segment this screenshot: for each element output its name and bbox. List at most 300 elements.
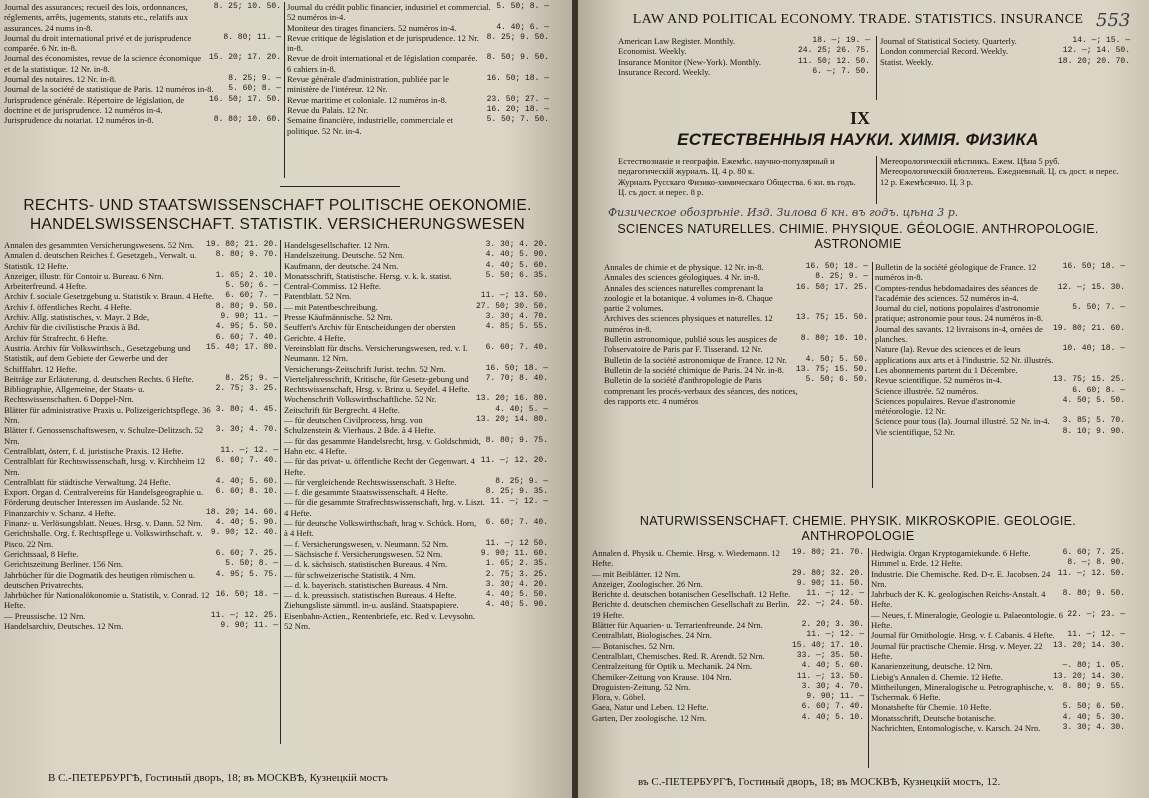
catalog-entry [287,23,549,33]
entry-price: 13. 20; 14. 30. [1052,640,1125,650]
catalog-entry [604,313,868,334]
catalog-entry [4,405,278,426]
catalog-entry [875,416,1125,426]
entry-price: 3. 80; 4. 45. [215,404,278,414]
entry-price: 16. 50; 18. — [215,590,278,600]
entry-title: Jurisprudence du notariat. 12 numéros in-8. [4,115,154,126]
entry-title: Export. Organ d. Centralvereins für Handelsgeographie u. Förderung deutscher Interessen im Auslande. 52 Nr. [4,487,204,508]
catalog-entry [875,303,1125,324]
entry-price: 4. 50; 5. 50. [1062,395,1125,405]
entry-title: Journal des économistes, revue de la science économique et de la statistique. 12 Nr. in-8. [4,53,202,74]
catalog-entry [618,67,870,77]
entry-title: Journal of Statistical Society. Quarterly. [880,36,1017,46]
catalog-entry [592,702,864,712]
entry-title: Blätter f. Genossenschaftswesen, v. Schulze-Delitzsch. 52 Nrn. [4,425,204,446]
entry-price: 8. 80; 10. 60. [213,115,281,125]
entry-title: Himmel u. Erde. 12 Hefte. [871,558,963,569]
entry-title: Nachrichten, Entomologische, v. Karsch. 24 Nrn. [871,723,1041,734]
right-footer: въ С.-ПЕТЕРБУРГѢ, Гостиный дворъ, 18; въ МОСКВѢ, Кузнецкій мостъ, 12. [638,776,1001,788]
catalog-entry [604,262,868,272]
entry-price: —. 80; 1. 05. [1062,661,1125,671]
entry-price: 5. 50; 7. — [1072,303,1125,313]
entry-title: Centralblatt für städtische Verwaltung. 24 Hefte. [4,476,171,487]
entry-title: Journal des notaires. 12 Nr. in-8. [4,74,117,85]
entry-title: Anzeiger, illustr. für Contoir u. Bureau. 6 Nrn. [4,270,164,281]
entry-price: 11. —; 12. — [806,630,864,640]
catalog-entry [618,57,870,67]
entry-title: Bulletin astronomique, publié sous les auspices de l'observatoire de Paris par F. Tisserand. 12 Nr. [604,334,778,355]
entry-price: 13. 75; 15. 25. [1052,375,1125,385]
entry-price: 15. 40; 17. 80. [205,342,278,352]
entry-title: — für vergleichende Rechtswissenschaft. 3 Hefte. [284,476,457,487]
catalog-entry [592,641,864,651]
entry-price: 27. 50; 30. 50. [475,301,548,311]
russian-col-a [618,156,870,197]
entry-title: Centralblatt, Biologisches. 24 Nrn. [592,630,712,641]
catalog-entry [592,589,864,599]
catalog-entry [592,672,864,682]
entry-price: 8. 10; 9. 90. [1062,426,1125,436]
left-col-b [284,240,548,631]
entry-title: Patentblatt. 52 Nrn. [284,291,352,302]
french-col-a [604,262,868,406]
entry-title: Archiv f. sociale Gesetzgebung u. Statistik v. Braun. 4 Hefte. [4,291,214,302]
entry-title: Journal du droit international privé et de jurisprudence comparée. 6 Nr. in-8. [4,32,192,54]
entry-price: 18. 20; 20. 70. [1057,56,1130,66]
catalog-entry [875,427,1125,437]
catalog-entry [604,365,868,375]
catalog-entry [871,548,1125,558]
entry-price: 8. 25; 9. — [495,476,548,486]
entry-title: Jahrbücher für Nationalökonomie u. Statistik, v. Conrad. 12 Hefte. [4,590,210,611]
catalog-entry [875,262,1125,283]
catalog-entry [284,374,548,395]
catalog-entry [4,374,278,384]
entry-title: Bulletin de la société chimique de Paris. 24 Nr. in-8. [604,364,784,375]
entry-title: Finanzarchiv v. Schanz. 4 Hefte. [4,507,116,518]
entry-price: 6. 60; 7. 25. [1062,548,1125,557]
entry-price: 8. 25; 9. — [815,272,868,282]
catalog-entry [871,558,1125,568]
entry-price: 4. 50; 5. 50. [805,354,868,364]
entry-price: 9. 90; 11. — [806,692,864,702]
entry-title: Finanz- u. Verlösungsblatt. Neues. Hrsg. v. Dann. 52 Nrn. [4,518,203,529]
entry-price: 11. —; 12 50. [485,538,548,548]
entry-title: Archives des sciences physiques et naturelles. 12 numéros in-8. [604,313,773,334]
catalog-entry [287,105,549,115]
entry-price: 3. 30; 4. 70. [215,425,278,435]
entry-price: 11. —; 12. — [806,589,864,599]
catalog-entry [287,95,549,105]
french-col-b [875,262,1125,437]
entry-title: — für deutschen Civilprocess, hrsg. von Schulzenstein & Vierhaus. 2 Bde. à 4 Hefte. [284,415,436,436]
catalog-entry [4,518,278,528]
catalog-entry [4,53,281,74]
entry-title: Journal für practische Chemie. Hrsg. v. Meyer. 22 Hefte. [871,640,1043,661]
entry-price: 3. 30; 4. 20. [485,579,548,589]
entry-price: 8. 25; 9. 35. [485,487,548,497]
entry-price: 11. —; 12. — [1067,630,1125,640]
catalog-entry [284,302,548,312]
entry-price: 29. 80; 32. 20. [791,568,864,578]
catalog-entry [284,261,548,271]
entry-title: Insurance Monitor (New-York). Monthly. [618,56,761,67]
entry-price: 13. 75; 15. 50. [795,364,868,374]
catalog-entry [4,240,278,250]
right-heading-german: NATURWISSENSCHAFT. CHEMIE. PHYSIK. MIKROSKOPIE. GEOLOGIE. ANTHROPOLOGIE [639,514,1077,543]
catalog-entry [4,549,278,559]
entry-title: Handelsarchiv, Deutsches. 12 Nrn. [4,620,124,631]
entry-price: 6. 60; 7. 40. [485,342,548,352]
entry-price: 4. 85; 5. 55. [485,322,548,332]
catalog-entry [284,570,548,580]
entry-price: 6. 60; 8. — [1072,385,1125,395]
entry-price: 3. 85; 5. 70. [1062,416,1125,426]
catalog-entry [284,322,548,343]
entry-price: 6. —; 7. 50. [812,66,870,76]
catalog-entry [287,33,549,54]
entry-price: 2. 75; 3. 25. [215,384,278,394]
catalog-entry [284,291,548,301]
entry-title: Science pour tous (la). Journal illustré. 52 Nr. in-4. [875,416,1050,427]
catalog-entry [604,272,868,282]
catalog-entry [604,375,868,406]
catalog-entry [4,487,278,508]
catalog-entry [4,333,278,343]
right-heading-law: LAW AND POLITICAL ECONOMY. TRADE. STATISTICS. INSURANCE [632,12,1084,27]
entry-title: Economist. Weekly. [618,46,687,57]
catalog-entry [875,396,1125,417]
catalog-entry [871,610,1125,631]
entry-title: Industrie. Die Chemische. Red. D-r. E. Jacobsen. 24 Nrn. [871,568,1051,589]
entry-title: Berichte d. deutschen botanischen Gesellschaft. 12 Hefte. [592,589,791,600]
entry-price: 3. 30; 4. 70. [801,681,864,691]
entry-title: Метеорологическій вѣстникъ. Ежем. Цѣна 5 руб. [880,156,1060,166]
entry-title: Berichte d. deutschen chemischen Gesellschaft zu Berlin. 19 Hefte. [592,599,790,620]
entry-price: 11. —; 12. 20. [480,456,548,466]
catalog-entry [618,177,870,198]
entry-price: 4. 40; 6. — [496,22,549,32]
entry-price: 4. 40; 5. 30. [1062,712,1125,722]
entry-price: 22. —; 23. — [1067,609,1125,619]
entry-title: Vierteljahresschrift, Kritische, für Gesetz-gebung und Rechtswissenschaft, Hrsg. v. Brinz u. Seydel. 4 Hefte. [284,373,470,395]
catalog-entry [4,446,278,456]
entry-title: Gaea, Natur und Leben. 12 Hefte. [592,702,709,713]
catalog-entry [4,291,278,301]
entry-price: 2. 20; 3. 30. [801,620,864,630]
catalog-entry [284,394,548,404]
entry-price: 5. 50; 7. 50. [486,115,549,125]
entry-title: — für das privat- u. öffentliche Recht der Gegenwart. 4 Hefte. [284,456,475,477]
entry-title: Annalen d. Physik u. Chemie. Hrsg. v. Wiedemann. 12 Hefte. [592,548,780,569]
entry-price: 14. —; 15. — [1072,36,1130,45]
entry-title: — mit Patentbeschreibung. [284,301,378,312]
right-top-col-b [880,36,1130,67]
entry-price: 6. 60; 7. 40. [215,456,278,466]
catalog-entry [871,682,1125,703]
right-heading-russian: ЕСТЕСТВЕННЫЯ НАУКИ. ХИМІЯ. ФИЗИКА [677,130,1039,149]
entry-price: 16. 50; 17. 25. [795,282,868,292]
catalog-entry [871,661,1125,671]
entry-price: 6. 60; 7. 40. [215,332,278,342]
catalog-entry [4,271,278,281]
catalog-entry [880,57,1130,67]
entry-title: — d. k. preussisch. statistischen Bureaus. 4 Hefte. [284,590,457,601]
entry-title: Естествознаніе и географія. Ежемѣс. научно-популярный и педагогическій журналъ. Ц. 4 р. 80 к. [618,156,835,177]
entry-title: Monatsschrift, Statistische. Hersg. v. k. k. statist. Central-Commiss. 12 Hefte. [284,270,452,292]
left-top-col-b [287,2,549,136]
catalog-entry [592,620,864,630]
entry-price: 5. 60; 8. — [228,84,281,94]
entry-price: 16. 50; 18. — [485,363,548,373]
entry-title: Beiträge zur Erläuterung. d. deutschen Rechts. 6 Hefte. [4,373,194,384]
left-main-divider [280,240,281,744]
entry-price: 6. 60; 7. 25. [215,548,278,558]
entry-title: Statist. Weekly. [880,56,934,67]
entry-title: Centralblatt, Chemisches. Red. R. Arendt. 52 Nrn. [592,650,765,661]
entry-price: 15. 20; 17. 20. [208,53,281,63]
entry-title: Flora, v. Göbel. [592,692,646,703]
entry-title: Handelszeitung. Deutsche. 52 Nrn. [284,250,405,261]
entry-price: 9. 90; 11. — [220,620,278,630]
entry-price: 4. 40; 5. 60. [215,476,278,486]
entry-price: 13. 20; 14. 80. [475,415,548,425]
entry-price: 8. 80; 9. 55. [1062,681,1125,691]
entry-title: Centralblatt, österr, f. d. juristische Praxis. 12 Hefte. [4,445,184,456]
entry-title: — für deutsche Volkswirthschaft, hrag v. Schück. Horn, à 4 Heft. [284,518,477,539]
catalog-entry [4,621,278,631]
right-top-divider [876,36,877,100]
entry-price: 5. 50; 8. — [225,559,278,569]
catalog-entry [4,384,278,405]
entry-title: Centralzeitung für Optik u. Mechanik. 24 Nrn. [592,661,753,672]
entry-title: Annales de chimie et de physique. 12 Nr. in-8. [604,262,764,272]
entry-title: Hedwigia. Organ Kryptogamiekunde. 6 Hefte. [871,548,1031,558]
catalog-entry [4,115,281,125]
entry-title: — für schweizerische Statistik. 4 Nrn. [284,569,416,580]
entry-price: 8. —; 8. 90. [1067,558,1125,568]
entry-price: 8. 80; 9. 50. [215,301,278,311]
entry-title: Chemiker-Zeitung von Krause. 104 Nrn. [592,671,732,682]
entry-title: Archiv. Allg. statistisches, v. Mayr. 2 Bde, [4,312,149,323]
entry-title: Blätter für Aquarien- u. Terrarienfreunde. 24 Nrn. [592,620,763,631]
catalog-entry [592,569,864,579]
catalog-entry [284,600,548,631]
entry-title: Journal du crédit public financier, industriel et commercial. 52 numéros in-4. [287,2,491,23]
entry-title: — d. k. bayerisch. statistischen Bureaus. 4 Nrn. [284,579,448,590]
entry-title: Revue maritime et coloniale. 12 numéros in-8. [287,94,447,105]
entry-price: 8. 25; 9. — [225,373,278,383]
entry-title: Gerichtssaal, 8 Hefte. [4,548,79,559]
entry-title: Annales des sciences naturelles comprenant la zoologie et la botanique. 4 volumes in-8. Chaque partie 2 volumes. [604,282,773,314]
entry-title: Arbeiterfreund. 4 Hefte. [4,281,88,292]
catalog-entry [284,415,548,436]
entry-price: 10. 40; 18. — [1062,344,1125,354]
left-top-col-a [4,2,281,126]
entry-price: 8. 80; 9. 50. [1062,589,1125,599]
entry-price: 19. 80; 21. 20. [205,240,278,249]
catalog-entry [4,322,278,332]
entry-title: Bulletin de la société astronomique de France. 12 Nr. [604,354,787,365]
entry-title: London commercial Record. Weekly. [880,46,1009,57]
entry-price: 19. 80; 21. 60. [1052,323,1125,333]
catalog-entry [871,713,1125,723]
entry-price: 3. 30; 4. 30. [1062,723,1125,733]
entry-title: Annales des sciences géologiques. 4 Nr. in-8. [604,272,760,283]
entry-price: 8. 25; 10. 50. [213,2,281,11]
entry-title: Journal des savants. 12 livraisons in-4, ornées de planches. [875,323,1043,345]
catalog-entry [284,580,548,590]
entry-title: Liebig's Annalen d. Chemie. 12 Hefte. [871,671,1003,682]
entry-title: — Botanisches. 52 Nrn. [592,640,675,651]
entry-price: 1. 65; 2. 35. [485,559,548,569]
entry-title: — Sächsische f. Versicherungswesen. 52 Nrn. [284,548,443,559]
catalog-entry [4,456,278,477]
entry-title: Метеорологическій бюллетень. Ежедневный. Ц. съ дост. и перес. 12 р. Ежемѣсячно. Ц. 3 р. [880,166,1119,187]
entry-price: 9. 90; 11. — [220,312,278,322]
entry-title: Archiv f. öffentliches Recht. 4 Hefte. [4,301,132,312]
german-divider [868,548,869,768]
catalog-entry [604,283,868,314]
entry-title: Gerichtshalle. Org. f. Rechtspflege u. Volkswirthschaft. v. Pisco. 22 Nrn. [4,528,203,549]
catalog-entry [287,53,549,74]
entry-price: 16. 50; 18. — [805,262,868,271]
entry-title: Seuffert's Archiv für Entscheidungen der obersten Gerichte. 4 Hefte. [284,322,456,343]
entry-price: 3. 30; 4. 20. [485,240,548,249]
entry-price: 5. 50; 6. 50. [1062,702,1125,712]
catalog-entry [284,456,548,477]
entry-price: 3. 30; 4. 70. [485,312,548,322]
entry-title: Insurance Record. Weekly. [618,66,711,77]
catalog-entry [284,497,548,518]
catalog-entry [4,570,278,591]
entry-price: 13. 20; 14. 30. [1052,671,1125,681]
catalog-entry [284,549,548,559]
left-section-heading: RECHTS- UND STAATSWISSENSCHAFT POLITISCHE OEKONOMIE. HANDELSWISSENSCHAFT. STATISTIK. VERSICHERUNGSWESEN [23,197,532,233]
catalog-entry [284,518,548,539]
entry-price: 4. 40; 5. 50. [485,590,548,600]
entry-title: Kanarienzeitung, deutsche. 12 Nrn. [871,661,993,672]
entry-title: Vie scientifique, 52 Nr. [875,426,955,437]
catalog-entry [284,539,548,549]
handwritten-page-number: 553 [1096,10,1131,31]
entry-price: 8. 80; 9. 75. [485,435,548,445]
entry-price: 11. —; 13. 50. [796,671,864,681]
entry-title: Droguisten-Zeitung. 52 Nrn. [592,681,691,692]
entry-price: 16. 50; 17. 50. [208,94,281,104]
catalog-entry [592,630,864,640]
entry-title: Jahrbücher für die Dogmatik des heutigen römischen u. deutschen Privatrechts. [4,569,195,590]
entry-price: 18. 20; 14. 60. [205,507,278,517]
entry-price: 16. 50; 18. — [486,74,549,84]
entry-title: Centralblatt für Rechtswissenschaft, hrsg. v. Kirchheim 12 Nrn. [4,456,206,477]
entry-price: 11. —; 12. — [220,445,278,455]
catalog-entry [592,548,864,569]
entry-price: 11. 50; 12. 50. [797,56,870,66]
entry-title: Sciences populaires. Revue d'astronomie météorologie. 12 Nr. [875,395,1016,417]
entry-price: 11. —; 12. 25. [210,610,278,620]
entry-price: 19. 80; 21. 70. [791,548,864,557]
entry-price: 8. 80; 9. 70. [215,250,278,260]
entry-title: Kaufmann, der deutsche. 24 Nrn. [284,260,399,271]
entry-title: Archiv für die civilistische Praxis à Bd. [4,322,140,333]
entry-price: 4. 40; 5. 10. [801,712,864,722]
entry-title: Wochenschrift Volkswirthschaftliche. 52 Nr. [284,394,437,405]
catalog-entry [4,84,281,94]
entry-title: Blätter für administrative Praxis u. Polizeigerichtspflege. 36 Nrn. [4,404,211,426]
entry-price: 5. 50; 8. — [496,2,549,11]
entry-price: 4. 40; 5. 60. [801,661,864,671]
section-roman-numeral: IX [850,108,871,128]
catalog-entry [4,425,278,446]
catalog-entry [4,33,281,54]
entry-price: 24. 25; 26. 75. [797,46,870,56]
entry-title: Vereinsblatt für dtschs. Versicherungswesen, red. v. I. Neumann. 12 Nrn. [284,342,468,364]
catalog-entry [604,334,868,355]
catalog-entry [4,590,278,611]
entry-price: 6. 60; 8. 10. [215,487,278,497]
left-col-a [4,240,278,631]
entry-price: 11. —; 13. 50. [480,291,548,301]
catalog-entry [871,672,1125,682]
entry-title: Jurisprudence générale. Répertoire de législation, de doctrine et de jurisprudence. 12 numéros in-4. [4,94,185,115]
entry-title: Handelsgesellschafter. 12 Nrn. [284,240,390,250]
left-top-divider [284,2,285,178]
russian-col-b [880,156,1130,187]
entry-price: 5. 50; 6. 35. [485,270,548,280]
entry-title: Annalen d. deutschen Reiches f. Gesetzgeb., Verwalt. u. Statistik. 12 Hefte. [4,250,197,271]
entry-title: — f. die gesammte Staatswissenschaft. 4 Hefte. [284,487,448,498]
entry-price: 18. —; 19. — [812,36,870,45]
entry-title: Journal für Ornithologie. Hrsg. v. f. Cabanis. 4 Hefte. [871,630,1055,641]
catalog-entry [875,344,1125,375]
entry-title: — mit Beiblätter. 12 Nrn. [592,568,681,579]
entry-title: Monatshefte für Chemie. 10 Hefte. [871,702,992,713]
catalog-entry [284,590,548,600]
entry-title: Journal du ciel, notions populaires d'astronomie pratique; astronomie pour tous. 24 numéros in-8. [875,303,1044,324]
entry-price: 6. 60; 7. 40. [485,518,548,528]
catalog-entry [618,46,870,56]
entry-title: Revue critique de législation et de jurisprudence. 12 Nr. in-8. [287,32,479,54]
right-heading-french: SCIENCES NATURELLES. CHIMIE. PHYSIQUE. GÉOLOGIE. ANTHROPOLOGIE. ASTRONOMIE [617,222,1099,251]
catalog-entry [4,343,278,374]
entry-price: 22. —; 24. 50. [796,599,864,609]
catalog-entry [284,312,548,322]
entry-price: 1. 65; 2. 10. [215,270,278,280]
catalog-entry [871,641,1125,662]
catalog-entry [4,2,281,33]
entry-price: 8. 80; 11. — [223,32,281,42]
entry-price: 4. 40; 5. 90. [485,600,548,610]
entry-title: Austria. Archiv für Volkswirthsch., Gesetzgebung und Statistik, auf dem Gebiete der Gewerbe und der Schifffahrt. 12 Hefte. [4,342,191,374]
entry-title: Bibliographie, Allgemeine, der Staats- u. Rechtswissenschaften. 6 Doppel-Nrn. [4,384,145,405]
entry-price: 5. 50; 6. — [225,281,278,291]
entry-title: Revue de droit international et de législation comparée. 6 cahiers in-8. [287,53,478,74]
entry-title: — f. Versicherungswesen, v. Neumann. 52 Nrn. [284,538,449,549]
german-col-a [592,548,864,723]
catalog-entry [875,283,1125,304]
entry-title: Jahrbuch der K. K. geologischen Reichs-Anstalt. 4 Hefte. [871,589,1046,610]
entry-title: Archiv für Strafrecht. 6 Hefte. [4,332,109,343]
catalog-entry [592,713,864,723]
entry-title: Science illustrée. 52 numéros. [875,385,979,396]
catalog-entry [871,569,1125,590]
entry-title: Revue générale d'administration, publiée par le ministère de l'intéreur. 12 Nr. [287,74,449,95]
left-section-rule [280,186,400,187]
catalog-entry [284,436,548,457]
german-col-b [871,548,1125,733]
catalog-entry [871,723,1125,733]
